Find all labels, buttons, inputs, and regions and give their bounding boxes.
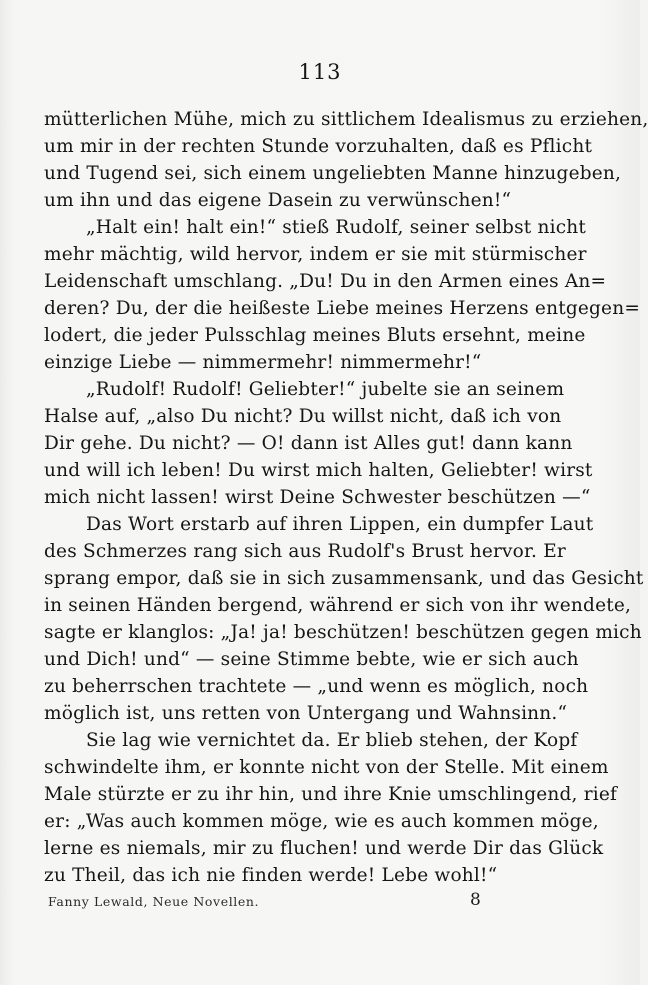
text-line: „Halt ein! halt ein!“ stieß Rudolf, seiner selbst nicht bbox=[86, 217, 587, 238]
text-line: „Rudolf! Rudolf! Geliebter!“ jubelte sie an seinem bbox=[86, 379, 565, 400]
text-line: lerne es niemals, mir zu fluchen! und werde Dir das Glück bbox=[44, 838, 604, 859]
text-line: Halse auf, „also Du nicht? Du willst nicht, daß ich von bbox=[44, 406, 562, 427]
text-line: des Schmerzes rang sich aus Rudolf's Brust hervor. Er bbox=[44, 541, 566, 562]
paragraph-5 bbox=[44, 727, 618, 889]
text-line: mich nicht lassen! wirst Deine Schwester beschützen —“ bbox=[44, 487, 591, 508]
paragraph-1 bbox=[44, 106, 648, 214]
signature-text: Fanny Lewald, Neue Novellen. bbox=[48, 894, 260, 909]
paragraph-2 bbox=[44, 214, 641, 376]
paragraph-4 bbox=[44, 511, 644, 727]
text-line: Male stürzte er zu ihr hin, und ihre Knie umschlingend, rief bbox=[44, 784, 618, 805]
text-line: zu Theil, das ich nie finden werde! Lebe wohl!“ bbox=[44, 865, 498, 886]
text-line: Dir gehe. Du nicht? — O! dann ist Alles gut! dann kann bbox=[44, 433, 573, 454]
text-line: um mir in der rechten Stunde vorzuhalten, daß es Pflicht bbox=[44, 136, 593, 157]
text-line: lodert, die jeder Pulsschlag meines Bluts ersehnt, meine bbox=[44, 325, 586, 346]
text-line: Das Wort erstarb auf ihren Lippen, ein dumpfer Laut bbox=[86, 514, 594, 535]
text-line: einzige Liebe — nimmermehr! nimmermehr!“ bbox=[44, 352, 482, 373]
text-line: und Tugend sei, sich einem ungeliebten Manne hinzugeben, bbox=[44, 163, 622, 184]
text-line: und will ich leben! Du wirst mich halten, Geliebter! wirst bbox=[44, 460, 593, 481]
text-line: sprang empor, daß sie in sich zusammensank, und das Gesicht bbox=[44, 568, 644, 589]
text-line: sagte er klanglos: „Ja! ja! beschützen! beschützen gegen mich bbox=[44, 622, 642, 643]
text-line: Sie lag wie vernichtet da. Er blieb stehen, der Kopf bbox=[86, 730, 578, 751]
text-line: mehr mächtig, wild hervor, indem er sie mit stürmischer bbox=[44, 244, 587, 265]
text-line: mütterlichen Mühe, mich zu sittlichem Idealismus zu erziehen, bbox=[44, 109, 648, 130]
signature-number: 8 bbox=[470, 890, 481, 910]
text-line: und Dich! und“ — seine Stimme bebte, wie er sich auch bbox=[44, 649, 579, 670]
text-line: schwindelte ihm, er konnte nicht von der Stelle. Mit einem bbox=[44, 757, 609, 778]
text-line: in seinen Händen bergend, während er sich von ihr wendete, bbox=[44, 595, 632, 616]
text-line: er: „Was auch kommen möge, wie es auch kommen möge, bbox=[44, 811, 599, 832]
text-line: um ihn und das eigene Dasein zu verwünschen!“ bbox=[44, 190, 512, 211]
text-line: deren? Du, der die heißeste Liebe meines Herzens entgegen= bbox=[44, 298, 641, 319]
paragraph-3 bbox=[44, 376, 593, 511]
page-number: 113 bbox=[298, 60, 342, 84]
text-line: zu beherrschen trachtete — „und wenn es möglich, noch bbox=[44, 676, 589, 697]
body-text bbox=[44, 106, 648, 889]
signature-line bbox=[0, 890, 640, 914]
text-line: möglich ist, uns retten von Untergang und Wahnsinn.“ bbox=[44, 703, 568, 724]
text-line: Leidenschaft umschlang. „Du! Du in den Armen eines An= bbox=[44, 271, 607, 292]
